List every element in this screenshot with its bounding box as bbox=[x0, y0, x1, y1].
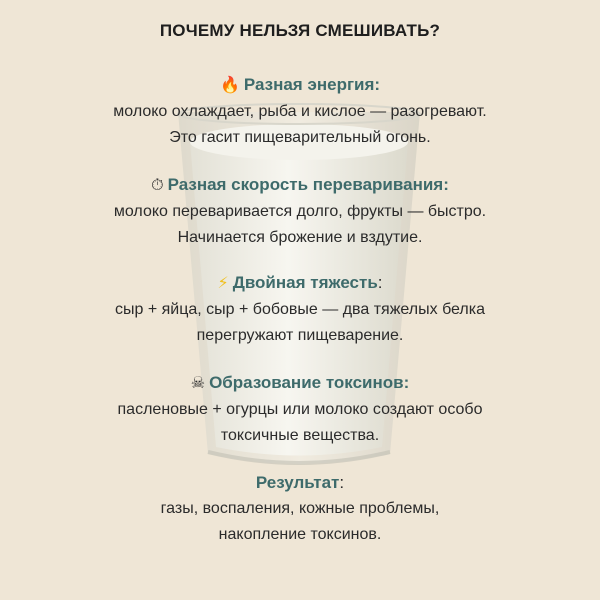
section-heading bbox=[0, 370, 600, 397]
section-result bbox=[0, 470, 600, 548]
heading-suffix: : bbox=[377, 273, 383, 292]
section-body bbox=[0, 199, 600, 251]
body-line: молоко переваривается долго, фрукты — быстро. bbox=[113, 203, 487, 220]
page-title: ПОЧЕМУ НЕЛЬЗЯ СМЕШИВАТЬ? bbox=[159, 21, 441, 40]
body-line: газы, воспаления, кожные проблемы, bbox=[160, 500, 440, 517]
body-line: пасленовые + огурцы или молоко создают особо bbox=[117, 401, 483, 418]
body-line: перегружают пищеварение. bbox=[196, 327, 404, 344]
fire-icon: 🔥 bbox=[219, 77, 240, 94]
heading-suffix: : bbox=[339, 473, 345, 492]
heading-label: Двойная тяжесть bbox=[232, 273, 378, 292]
body-line: накопление токсинов. bbox=[218, 526, 382, 543]
body-line: токсичные вещества. bbox=[220, 427, 380, 444]
stopwatch-icon: ⏱ bbox=[151, 177, 164, 194]
heading-label: Разная энергия: bbox=[243, 75, 381, 94]
body-line: молоко охлаждает, рыба и кислое — разогревают. bbox=[113, 103, 487, 120]
body-line: сыр + яйца, сыр + бобовые — два тяжелых белка bbox=[114, 301, 485, 318]
section-heading bbox=[0, 72, 600, 99]
lightning-icon: ⚡ bbox=[217, 275, 229, 292]
skull-crossbones-icon: ☠ bbox=[190, 375, 206, 392]
heading-label: Результат bbox=[255, 473, 340, 492]
heading-label: Разная скорость переваривания: bbox=[167, 175, 449, 194]
section-heading bbox=[0, 270, 600, 297]
heading-label: Образование токсинов: bbox=[209, 373, 410, 392]
section-heading bbox=[0, 470, 600, 496]
section-heading bbox=[0, 172, 600, 199]
section-body bbox=[0, 297, 600, 349]
section-energy bbox=[0, 72, 600, 151]
section-double-heaviness bbox=[0, 270, 600, 349]
body-line: Начинается брожение и вздутие. bbox=[177, 229, 423, 246]
section-body bbox=[0, 397, 600, 449]
section-body bbox=[0, 99, 600, 151]
section-body bbox=[0, 496, 600, 548]
section-toxins bbox=[0, 370, 600, 449]
body-line: Это гасит пищеварительный огонь. bbox=[169, 129, 431, 146]
section-digestion-speed bbox=[0, 172, 600, 251]
